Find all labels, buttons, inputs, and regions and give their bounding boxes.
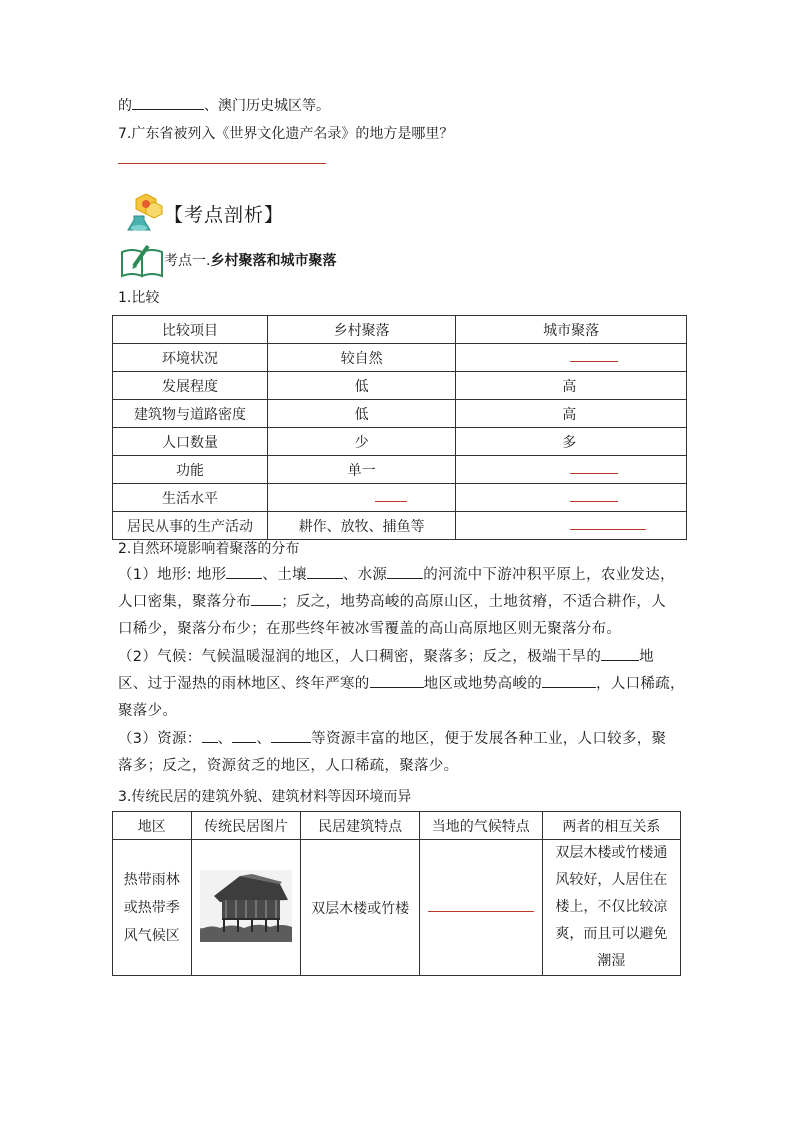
table-header: 城市聚落 [456,316,687,344]
table-header: 两者的相互关系 [542,812,680,840]
answer-line[interactable] [570,360,618,362]
answer-line[interactable] [570,500,618,502]
answer-line[interactable] [375,500,407,502]
fill-blank[interactable] [226,564,262,579]
fill-blank[interactable] [232,728,256,743]
table-row: 发展程度 低 高 [113,372,687,400]
resources-paragraph: （3）资源： 、 、 等资源丰富的地区，便于发展各种工业，人口较多，聚 落多；反之，资源贫乏的地区，人口稀疏，聚落少。 [118,726,678,780]
table-row: 建筑物与道路密度 低 高 [113,400,687,428]
answer-line[interactable] [570,472,618,474]
table-row: 人口数量 少 多 [113,428,687,456]
table-row: 热带雨林 或热带季 风气候区 双层木楼或竹楼 双层木楼或竹楼通 风较好，人居住在 楼上，不仅比较凉 爽，而且可以避免 潮湿 [113,840,681,976]
fill-blank[interactable] [542,673,596,688]
answer-line[interactable] [570,528,646,530]
comparison-table [112,315,687,540]
topic-title: 乡村聚落和城市聚落 [210,253,337,269]
table-header: 当地的气候特点 [419,812,542,840]
answer-line[interactable] [428,910,534,912]
climate-paragraph: （2）气候：气候温暖湿润的地区，人口稠密，聚落多；反之，极端干旱的 地 区、过于湿热的雨林地区、终年严寒的 地区或地势高峻的 ，人口稀疏， 聚落少。 [118,644,678,725]
table-row: 环境状况 较自然 [113,344,687,372]
table-row: 生活水平 [113,484,687,512]
fill-blank[interactable] [251,591,281,606]
stilt-house-photo [200,870,292,942]
table-header: 比较项目 [113,316,268,344]
fill-blank[interactable] [132,95,204,110]
analysis-icon [124,192,164,234]
fill-blank[interactable] [202,728,218,743]
question-7: 7.广东省被列入《世界文化遗产名录》的地方是哪里？ [118,126,454,142]
section3-heading: 3.传统民居的建筑外貌、建筑材料等因环境而异 [118,789,412,805]
table-header: 传统民居图片 [191,812,301,840]
table-row: 功能 单一 [113,456,687,484]
fill-blank[interactable] [370,673,424,688]
book-pen-icon [120,242,164,278]
intro-line-1: 的 、澳门历史城区等。 [118,95,330,116]
table-header-row [113,316,687,344]
house-table [112,811,681,976]
section2-heading: 2.自然环境影响着聚落的分布 [118,541,300,557]
answer-line[interactable] [118,163,326,164]
section-title: 【考点剖析】 [164,204,285,226]
table-header: 民居建筑特点 [301,812,419,840]
table-header-row [113,812,681,840]
terrain-paragraph: （1）地形: 地形 、土壤 、水源 的河流中下游冲积平原上，农业发达， 人口密集，聚落分布 ；反之，地势高峻的高原山区，土地贫瘠，不适合耕作，人 口稀少，聚落分布少；在那些终年被冰雪覆盖的高山高原地区则无聚落分布。 [118,562,678,643]
fill-blank[interactable] [601,646,639,661]
topic-line: 考点一.乡村聚落和城市聚落 [164,253,337,269]
table-header: 地区 [113,812,192,840]
fill-blank[interactable] [271,728,311,743]
table-header: 乡村聚落 [267,316,455,344]
comparison-heading: 1.比较 [118,290,160,306]
fill-blank[interactable] [307,564,343,579]
table-row: 居民从事的生产活动 耕作、放牧、捕鱼等 [113,512,687,540]
fill-blank[interactable] [387,564,423,579]
